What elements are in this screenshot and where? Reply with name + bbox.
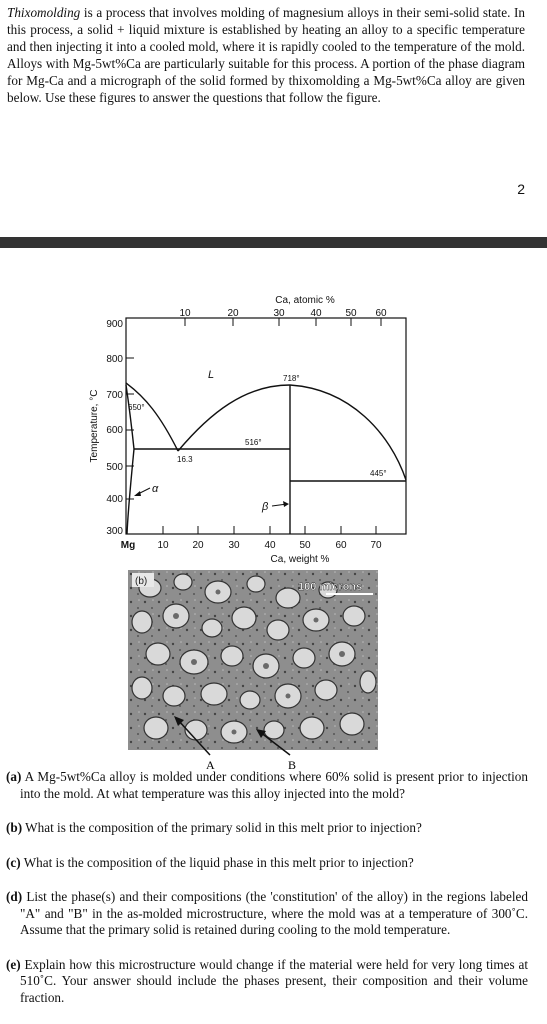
y-tick-label: 900: [106, 319, 123, 330]
question-d: [6, 889, 528, 939]
top-tick-label: 10: [179, 308, 191, 319]
question-label: (d): [6, 889, 23, 904]
top-tick-label: 30: [273, 308, 285, 319]
question-c: [6, 855, 528, 872]
intro-text: is a process that involves molding of magnesium alloys in their semi-solid state. In this process, a solid + liquid mixture is established by heating an alloy to a specific temperature and then injecting it into a cooled mold, where it is rapidly cooled to the temperature of the mold. Alloys with Mg-5wt%Ca are particularly suitable for this process. A portion of the phase diagram for Mg-Ca and a micrograph of the solid formed by thixomolding a Mg-5wt%Ca alloy are given below. Use these figures to answer the questions that follow the figure.: [7, 5, 525, 105]
bottom-axis-title: Ca, weight %: [270, 554, 330, 565]
y-tick-label: 700: [106, 390, 123, 401]
top-tick-label: 60: [375, 308, 387, 319]
label-alpha: α: [152, 483, 159, 495]
solvus-alpha: [127, 449, 134, 534]
micrograph: [128, 570, 378, 772]
question-text: A Mg-5wt%Ca alloy is molded under conditions where 60% solid is present prior to injection into the mold. At what temperature was this alloy injected into the mold?: [20, 769, 528, 801]
label-650: 650°: [128, 403, 145, 412]
y-tick-label: 500: [106, 462, 123, 473]
scale-label: 100 microns: [298, 581, 363, 593]
label-516: 516°: [245, 438, 262, 447]
bottom-tick-label: 60: [335, 540, 347, 551]
bottom-tick-label: 40: [264, 540, 276, 551]
phase-diagram: [0, 285, 420, 570]
bottom-tick-label: Mg: [120, 540, 136, 551]
question-e: [6, 957, 528, 1007]
y-ticks: [106, 319, 134, 537]
bottom-ticks: [121, 526, 382, 551]
label-718: 718°: [283, 374, 300, 383]
intro-paragraph: [7, 4, 525, 106]
label-16-3: 16.3: [177, 455, 193, 464]
y-tick-label: 300: [106, 526, 123, 537]
marker-b: B: [288, 758, 297, 772]
question-text: Explain how this microstructure would change if the material were held for very long times at 510˚C. Your answer should include the phases present, their composition and their volume fraction.: [20, 956, 528, 1005]
solidus-alpha: [126, 385, 134, 449]
bottom-tick-label: 30: [228, 540, 240, 551]
bottom-tick-label: 50: [299, 540, 311, 551]
question-label: (a): [6, 769, 22, 784]
top-axis-title: Ca, atomic %: [275, 295, 335, 306]
top-tick-label: 50: [345, 308, 357, 319]
question-list: [6, 769, 528, 1024]
question-label: (e): [6, 956, 21, 972]
label-liquid: L: [208, 369, 215, 381]
beta-arrow-head: [283, 501, 289, 507]
question-text: What is the composition of the liquid phase in this melt prior to injection?: [20, 854, 414, 870]
y-axis-title: Temperature, °C: [89, 389, 100, 463]
question-label: (c): [6, 854, 21, 870]
y-tick-label: 400: [106, 494, 123, 505]
question-text: What is the composition of the primary solid in this melt prior to injection?: [22, 820, 422, 835]
question-b: [6, 820, 528, 837]
alpha-arrow-head: [134, 491, 141, 496]
intro-term: Thixomolding: [7, 5, 81, 20]
label-445: 445°: [370, 469, 387, 478]
question-label: (b): [6, 820, 23, 835]
y-tick-label: 800: [106, 354, 123, 365]
question-a: [6, 769, 528, 802]
bottom-tick-label: 20: [192, 540, 204, 551]
bottom-tick-label: 10: [157, 540, 169, 551]
liquidus-middle: [178, 385, 290, 451]
liquidus-right: [290, 385, 406, 480]
page-number: 2: [517, 181, 525, 197]
marker-a: A: [206, 758, 215, 772]
question-text: List the phase(s) and their compositions (the 'constitution' of the alloy) in the regions labeled "A" and "B" in the as-molded microstructure, where the mold was at a temperature of 300˚C. Assume that the primary solid is retained during cooling to the mold temperature.: [20, 889, 528, 937]
panel-label: (b): [135, 576, 148, 587]
top-ticks: [179, 308, 387, 326]
y-tick-label: 600: [106, 425, 123, 436]
page-divider: [0, 237, 547, 248]
label-beta: β: [262, 501, 269, 513]
top-tick-label: 40: [310, 308, 322, 319]
bottom-tick-label: 70: [370, 540, 382, 551]
top-tick-label: 20: [227, 308, 239, 319]
